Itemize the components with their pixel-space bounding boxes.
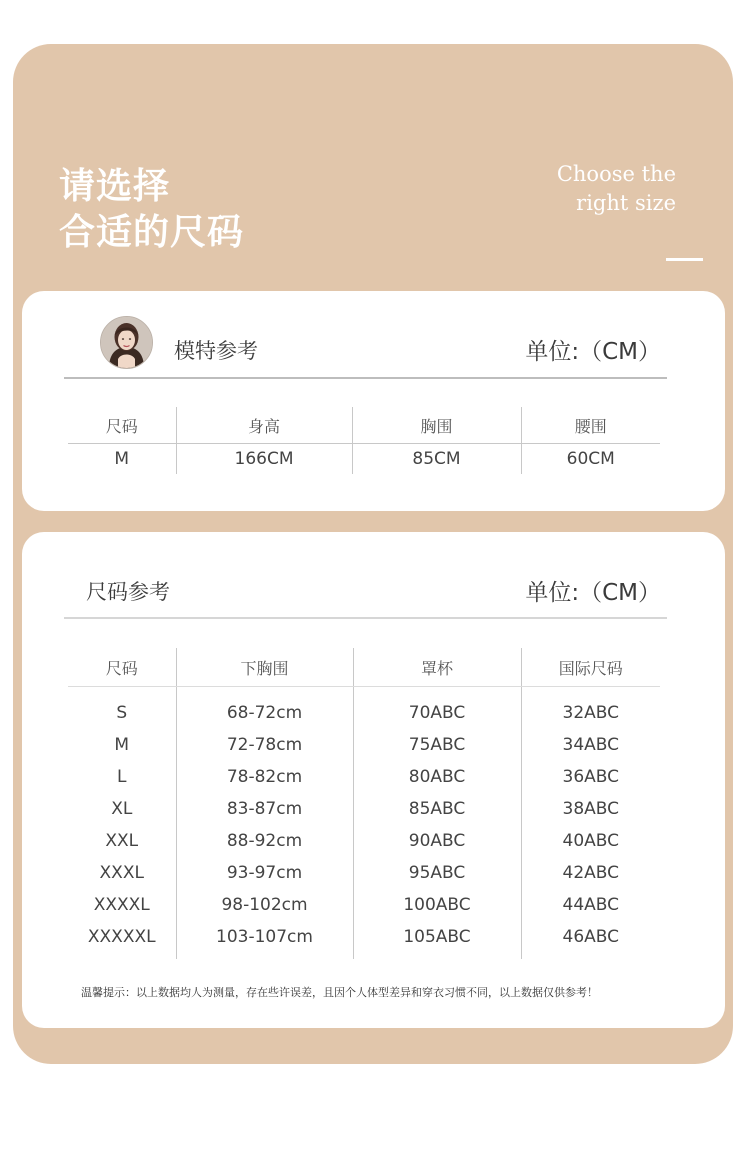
table-row (68, 444, 660, 475)
cell-cup: 100ABC (353, 889, 521, 921)
col-size: 尺码 (68, 648, 176, 687)
col-bust: 胸围 (352, 407, 521, 444)
cell-intl-size: 42ABC (521, 857, 660, 889)
cell-intl-size: 46ABC (521, 921, 660, 959)
title-line-1: 请选择 (59, 166, 171, 207)
model-avatar (100, 316, 153, 369)
col-intl-size: 国际尺码 (521, 648, 660, 687)
english-line-2: right size (576, 191, 676, 215)
cell-size: XL (111, 799, 133, 819)
cell-intl-size: 40ABC (521, 825, 660, 857)
cell-size: M (114, 735, 130, 755)
size-divider (64, 617, 667, 619)
cell-size: L (117, 767, 127, 787)
cell-cup: 85ABC (353, 793, 521, 825)
model-divider (64, 377, 667, 379)
cell-size: S (116, 703, 128, 723)
cell-intl-size: 38ABC (521, 793, 660, 825)
size-unit: 单位:（CM） (525, 580, 661, 606)
cell-cup: 105ABC (353, 921, 521, 959)
cell-intl-size: 44ABC (521, 889, 660, 921)
col-cup: 罩杯 (353, 648, 521, 687)
cell-cup: 70ABC (353, 687, 521, 730)
model-heading: 模特参考 (174, 339, 258, 363)
size-reference-card (22, 532, 725, 1028)
cell-cup: 90ABC (353, 825, 521, 857)
page-title (59, 164, 244, 256)
col-size: 尺码 (68, 407, 176, 444)
col-waist: 腰围 (521, 407, 660, 444)
table-row (68, 729, 660, 761)
cell-intl-size: 34ABC (521, 729, 660, 761)
cell-size: XXXXL (93, 895, 150, 915)
model-table (68, 407, 660, 474)
size-heading: 尺码参考 (86, 580, 170, 604)
cell-intl-size: 32ABC (521, 687, 660, 730)
col-underbust: 下胸围 (176, 648, 353, 687)
english-line-1: Choose the (556, 162, 676, 186)
cell-cup: 75ABC (353, 729, 521, 761)
decorative-dash (666, 258, 703, 261)
title-line-2: 合适的尺码 (59, 212, 245, 253)
cell-cup: 80ABC (353, 761, 521, 793)
cell-size: XXXXXL (87, 927, 156, 947)
cell-underbust: 103-107cm (176, 921, 353, 959)
cell-intl-size: 36ABC (521, 761, 660, 793)
size-table-header (68, 648, 660, 687)
english-subtitle (557, 160, 676, 218)
table-row (68, 921, 660, 959)
col-height: 身高 (176, 407, 352, 444)
table-row (68, 761, 660, 793)
cell-underbust: 93-97cm (176, 857, 353, 889)
cell-size: XXXL (99, 863, 144, 883)
cell-cup: 95ABC (353, 857, 521, 889)
cell-underbust: 88-92cm (176, 825, 353, 857)
cell-height: 166CM (176, 444, 352, 475)
cell-underbust: 83-87cm (176, 793, 353, 825)
cell-underbust: 72-78cm (176, 729, 353, 761)
cell-waist: 60CM (521, 444, 660, 475)
cell-underbust: 78-82cm (176, 761, 353, 793)
cell-underbust: 68-72cm (176, 687, 353, 730)
table-row (68, 687, 660, 730)
table-row (68, 889, 660, 921)
cell-size: XXL (105, 831, 139, 851)
measurement-note: 温馨提示：以上数据均人为测量，存在些许误差，且因个人体型差异和穿衣习惯不同，以上数据仅供参考！ (81, 986, 598, 999)
table-row (68, 825, 660, 857)
cell-size: M (114, 449, 130, 469)
model-reference-card (22, 291, 725, 511)
model-unit: 单位:（CM） (525, 339, 661, 365)
table-row (68, 857, 660, 889)
cell-bust: 85CM (352, 444, 521, 475)
table-row (68, 793, 660, 825)
cell-underbust: 98-102cm (176, 889, 353, 921)
size-table (68, 648, 660, 959)
model-table-header (68, 407, 660, 444)
